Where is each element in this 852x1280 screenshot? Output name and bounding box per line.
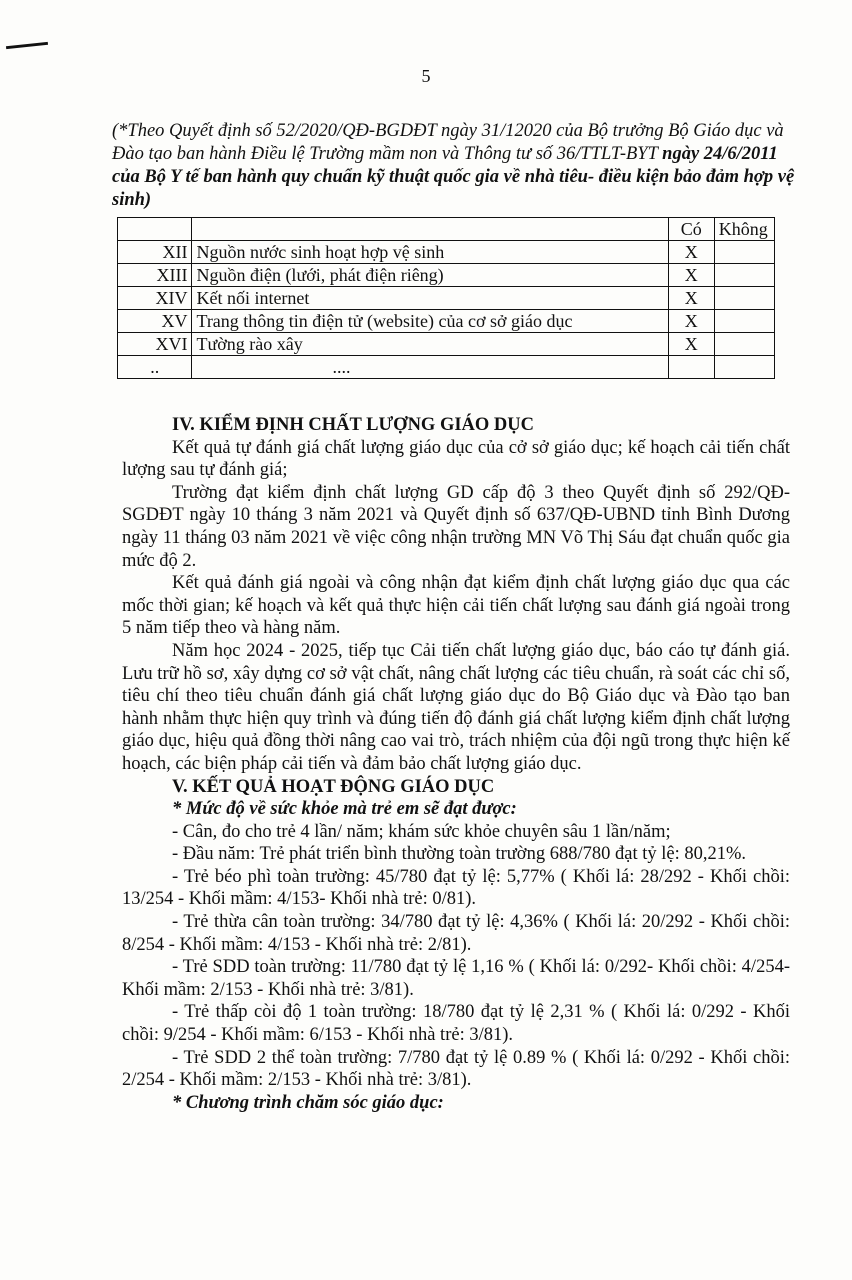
row-num: XIV	[118, 287, 192, 310]
row-yes-mark: X	[668, 310, 714, 333]
row-label: ....	[192, 356, 668, 379]
row-no-mark	[714, 333, 774, 356]
row-yes-mark: X	[668, 241, 714, 264]
row-num: ..	[118, 356, 192, 379]
section-4-paragraph: Năm học 2024 - 2025, tiếp tục Cải tiến chất lượng giáo dục, báo cáo tự đánh giá. Lưu trữ hồ sơ, xây dựng cơ sở vật chất, nâng chất lượng các tiêu chuẩn, rà soát các chỉ số, tiêu chí theo tiêu chuẩn đánh giá chất lượng giáo dục do Bộ Giáo dục và Đào tạo ban hành nhằm thực hiện quy trình và đúng tiến độ đánh giá chất lượng kiểm định chất lượng giáo dục, hiệu quả đồng thời nâng cao vai trò, trách nhiệm của đội ngũ trong thực hiện kế hoạch, các biện pháp cải tiến và đảm bảo chất lượng giáo dục.	[122, 640, 790, 774]
facility-checklist-table	[117, 217, 775, 379]
section-5-subheading: * Chương trình chăm sóc giáo dục:	[172, 1092, 444, 1113]
table-row	[118, 287, 775, 310]
header-num-cell	[118, 218, 192, 241]
page-number: 5	[421, 66, 431, 86]
row-label: Tường rào xây	[192, 333, 668, 356]
row-label: Nguồn nước sinh hoạt hợp vệ sinh	[192, 241, 668, 264]
row-label: Nguồn điện (lưới, phát điện riêng)	[192, 264, 668, 287]
row-no-mark	[714, 287, 774, 310]
header-no-cell: Không	[714, 218, 774, 241]
row-label: Trang thông tin điện tử (website) của cơ sở giáo dục	[192, 310, 668, 333]
row-yes-mark: X	[668, 287, 714, 310]
table-row	[118, 264, 775, 287]
row-num: XIII	[118, 264, 192, 287]
row-no-mark	[714, 310, 774, 333]
section-4-heading: IV. KIỂM ĐỊNH CHẤT LƯỢNG GIÁO DỤC	[172, 415, 534, 435]
section-4-paragraph: Kết quả tự đánh giá chất lượng giáo dục của cở sở giáo dục; kế hoạch cải tiến chất lượng sau tự đánh giá;	[122, 437, 790, 481]
row-label: Kết nối internet	[192, 287, 668, 310]
row-no-mark	[714, 356, 774, 379]
row-num: XV	[118, 310, 192, 333]
table-header-row	[118, 218, 775, 241]
row-yes-mark: X	[668, 264, 714, 287]
list-item: - Trẻ thấp còi độ 1 toàn trường: 18/780 đạt tỷ lệ 2,31 % ( Khối lá: 0/292 - Khối chồi: 9/254 - Khối mầm: 6/153 - Khối nhà trẻ: 3/81).	[122, 1002, 790, 1046]
list-item: - Trẻ SDD 2 thể toàn trường: 7/780 đạt tỷ lệ 0.89 % ( Khối lá: 0/292 - Khối chồi: 2/254 - Khối mầm: 2/153 - Khối nhà trẻ: 3/81).	[122, 1047, 790, 1091]
list-item: - Cân, đo cho trẻ 4 lần/ năm; khám sức khỏe chuyên sâu 1 lần/năm;	[172, 821, 671, 842]
table-row	[118, 333, 775, 356]
table-row	[118, 310, 775, 333]
header-label-cell	[192, 218, 668, 241]
section-5-heading: V. KẾT QUẢ HOẠT ĐỘNG GIÁO DỤC	[172, 776, 495, 797]
section-4-paragraph: Trường đạt kiểm định chất lượng GD cấp độ 3 theo Quyết định số 292/QĐ-SGDĐT ngày 10 tháng 3 năm 2021 và Quyết định số 637/QĐ-UBND tỉnh Bình Dương ngày 11 tháng 03 năm 2021 về việc công nhận trường MN Võ Thị Sáu đạt chuẩn quốc gia mức độ 2.	[122, 482, 790, 571]
row-yes-mark	[668, 356, 714, 379]
section-5-subheading: * Mức độ về sức khỏe mà trẻ em sẽ đạt được:	[172, 799, 517, 820]
list-item: - Trẻ béo phì toàn trường: 45/780 đạt tỷ lệ: 5,77% ( Khối lá: 28/292 - Khối chồi: 13/254 - Khối mầm: 4/153- Khối nhà trẻ: 0/81).	[122, 866, 790, 910]
note-text-bold: ngày 24/6/2011 của Bộ Y tế ban hành quy chuẩn kỹ thuật quốc gia về nhà tiêu- điều kiện bảo đảm hợp vệ sinh)	[112, 144, 795, 210]
pen-mark	[6, 42, 48, 49]
header-yes-cell: Có	[668, 218, 714, 241]
row-no-mark	[714, 264, 774, 287]
table-row	[118, 241, 775, 264]
row-no-mark	[714, 241, 774, 264]
row-num: XII	[118, 241, 192, 264]
section-4-paragraph: Kết quả đánh giá ngoài và công nhận đạt kiểm định chất lượng giáo dục qua các mốc thời gian; kế hoạch và kết quả thực hiện cải tiến chất lượng sau đánh giá ngoài trong 5 năm tiếp theo và hàng năm.	[122, 573, 790, 639]
row-yes-mark: X	[668, 333, 714, 356]
document-body	[122, 414, 790, 1114]
note-text: (*Theo Quyết định số 52/2020/QĐ-BGDĐT ngày 31/12020 của Bộ trưởng Bộ Giáo dục và Đào tạo ban hành Điều lệ Trường mầm non và Thông tư số 36/TTLT-BYT	[112, 121, 784, 164]
list-item: - Đầu năm: Trẻ phát triển bình thường toàn trường 688/780 đạt tỷ lệ: 80,21%.	[172, 844, 746, 865]
list-item: - Trẻ thừa cân toàn trường: 34/780 đạt tỷ lệ: 4,36% ( Khối lá: 20/292 - Khối chồi: 8/254 - Khối mầm: 4/153 - Khối nhà trẻ: 2/81).	[122, 912, 790, 955]
row-num: XVI	[118, 333, 192, 356]
table-row	[118, 356, 775, 379]
list-item: - Trẻ SDD toàn trường: 11/780 đạt tỷ lệ 1,16 % ( Khối lá: 0/292- Khối chồi: 4/254- Khối mầm: 2/153 - Khối nhà trẻ: 3/81).	[122, 957, 790, 1000]
regulation-note	[112, 120, 802, 212]
